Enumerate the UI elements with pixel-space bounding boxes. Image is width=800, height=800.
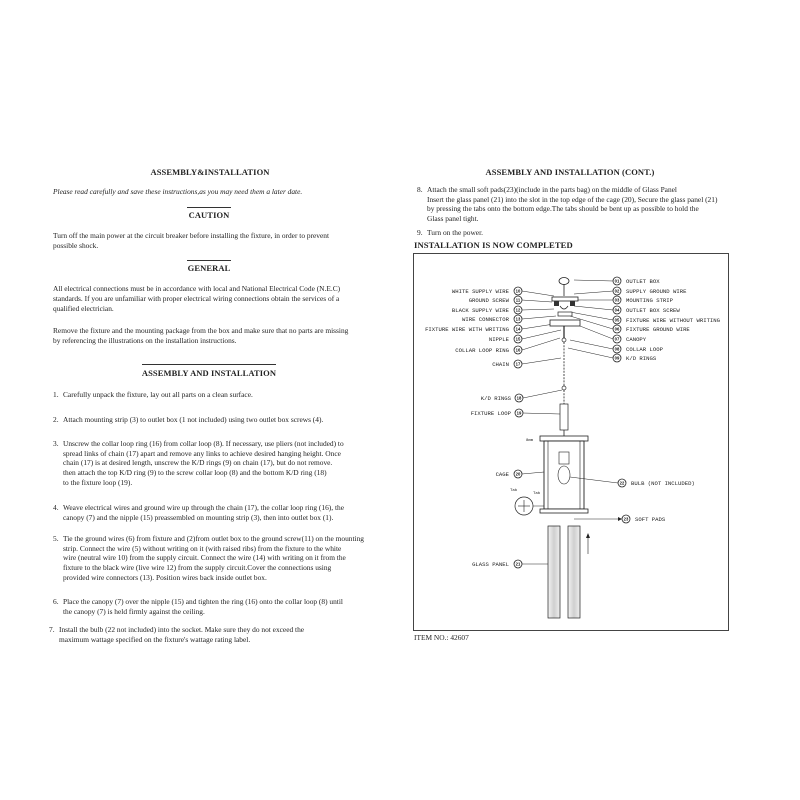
label-text: FIXTURE LOOP <box>470 410 511 417</box>
label-text: SUPPLY GROUND WIRE <box>626 288 687 295</box>
leader-line <box>568 348 613 358</box>
step-number: 9. <box>417 228 423 237</box>
label-mounting-strip <box>576 296 674 304</box>
step-text: Install the bulb (22 not included) into the socket. Make sure they do not exceed the <box>59 625 305 634</box>
outlet-screw-shape <box>570 301 575 306</box>
general-rule <box>187 260 231 261</box>
step-text: then attach the top K/D ring (9) to the screw collar loop (8) and the bottom K/D ring (18) <box>63 468 327 478</box>
leader-line <box>522 316 556 319</box>
general-line-1a: All electrical connections must be in accordance with local and National Electrical Code (N.E.C) <box>53 284 341 293</box>
caution-title: CAUTION <box>188 210 230 220</box>
step-text: Carefully unpack the fixture, lay out all parts on a clean surface. <box>63 390 253 399</box>
label-text: FIXTURE GROUND WIRE <box>626 326 690 333</box>
glass-panel-left <box>548 526 560 618</box>
step-number: 6. <box>53 597 59 606</box>
caution-line-1: Turn off the main power at the circuit breaker before installing the fixture, in order to prevent <box>53 231 330 240</box>
label-text: WHITE SUPPLY WIRE <box>451 288 509 295</box>
ceiling-hardware <box>550 278 580 343</box>
step-3 <box>53 439 344 488</box>
leader-line <box>522 309 554 310</box>
leader-line <box>522 358 561 364</box>
callout-number: 20 <box>515 471 521 477</box>
arrow-head <box>586 533 590 538</box>
fixture-loop-shape <box>560 404 568 430</box>
label-outlet-box <box>574 277 660 285</box>
step-text: by pressing the tabs onto the bottom edge.The tabs should be bent up as possible to hold the <box>427 204 699 214</box>
callout-number: 15 <box>515 336 521 342</box>
step-2 <box>53 415 323 425</box>
leader-line <box>570 312 613 320</box>
callout-number: 01 <box>614 278 620 284</box>
step-text: Attach mounting strip (3) to outlet box (1 not included) using two outlet box screws (4). <box>63 415 324 424</box>
label-black-supply-wire <box>452 306 554 314</box>
left-title: ASSEMBLY&INSTALLATION <box>150 167 270 177</box>
step-text: wire (neutral wire 10) from the supply circuit. Connect the wire (14) with writing on it from the <box>63 553 346 563</box>
step-text: maximum wattage specified on the fixture's wattage rating label. <box>59 634 251 644</box>
label-text: GROUND SCREW <box>468 297 509 304</box>
canopy-shape <box>550 320 580 326</box>
dim-label: 8mm <box>526 439 534 443</box>
leader-line <box>522 330 561 339</box>
step-number: 1. <box>53 390 59 399</box>
general-line-2b: by referencing the illustrations on the installation instructions. <box>53 336 237 345</box>
step-text: provided wire connectors (13). Position wires back inside outlet box. <box>63 572 267 582</box>
step-text: Weave electrical wires and ground wire up through the chain (17), the collar loop ring (16), the <box>63 503 344 512</box>
diagram-svg <box>414 254 728 630</box>
label-text: K/D RINGS <box>480 395 511 402</box>
tab-label: Tab <box>510 489 518 493</box>
label-text: WIRE CONNECTOR <box>462 316 509 323</box>
callout-number: 09 <box>614 355 620 361</box>
general-line-2a: Remove the fixture and the mounting package from the box and make sure that no parts are missing <box>53 326 349 335</box>
label-text: BULB (NOT INCLUDED) <box>631 480 695 487</box>
leader-line <box>570 340 613 349</box>
label-fixture-loop <box>471 409 560 417</box>
collar-loop-shape <box>562 338 566 342</box>
step-1 <box>53 390 253 400</box>
step-text: Place the canopy (7) over the nipple (15) and tighten the ring (16) onto the collar loop (8) until <box>63 597 343 606</box>
label-white-supply-wire <box>452 287 554 296</box>
label-supply-ground-wire <box>574 287 687 295</box>
step-text: chain (17) is at desired length, unscrew the K/D rings (9) on chain (17), but do not remove. <box>63 458 333 468</box>
callout-number: 06 <box>614 326 620 332</box>
step-text: spread links of chain (17) apart and remove any links to achieve desired hanging height. Once <box>63 448 341 458</box>
step-text: Attach the small soft pads(23)(include in the parts bag) on the middle of Glass Panel <box>427 185 677 194</box>
label-kd-rings-bottom <box>481 390 562 402</box>
label-ground-screw <box>469 296 552 304</box>
callout-number: 11 <box>515 297 521 303</box>
step-7 <box>49 625 304 644</box>
callout-number: 12 <box>515 307 521 313</box>
leader-line <box>522 472 544 474</box>
label-text: CANOPY <box>626 336 647 343</box>
intro-text: Please read carefully and save these instructions,as you may need them a later date. <box>53 187 303 196</box>
label-text: FIXTURE WIRE WITH WRITING <box>425 326 509 333</box>
leader-line <box>522 324 554 329</box>
step-text: canopy (7) and the nipple (15) preassembled on mounting strip (3), then into outlet box (1). <box>63 512 334 522</box>
step-number: 7. <box>49 625 55 634</box>
label-soft-pads <box>574 515 666 523</box>
lantern-bottom <box>540 509 588 513</box>
label-text: COLLAR LOOP <box>626 346 663 353</box>
outlet-box-shape <box>559 278 569 285</box>
label-text: OUTLET BOX SCREW <box>626 307 680 314</box>
mounting-strip-shape <box>552 297 578 301</box>
general-line-1c: qualified electrician. <box>53 304 114 313</box>
callout-number: 16 <box>515 347 521 353</box>
lantern-top <box>540 436 588 441</box>
label-chain <box>492 358 561 368</box>
label-text: MOUNTING STRIP <box>626 297 673 304</box>
right-title: ASSEMBLY AND INSTALLATION (CONT.) <box>485 167 655 177</box>
step-8 <box>417 185 717 224</box>
step-number: 5. <box>53 534 59 543</box>
item-number: ITEM NO.: 42607 <box>414 633 469 642</box>
callout-number: 13 <box>515 316 521 322</box>
arrow-head <box>618 517 622 521</box>
leader-line <box>522 338 560 350</box>
general-line-1b: standards. If you are unfamiliar with proper electrical wiring connections obtain the services of a <box>53 294 340 303</box>
callout-number: 08 <box>614 346 620 352</box>
leader-line <box>522 291 554 296</box>
leader-line <box>522 300 552 302</box>
connector-shape <box>558 312 572 316</box>
tab-label: Tab <box>533 492 541 496</box>
step-number: 8. <box>417 185 423 194</box>
completed-heading: INSTALLATION IS NOW COMPLETED <box>414 240 573 250</box>
label-text: SOFT PADS <box>635 516 666 523</box>
leader-line <box>523 390 562 398</box>
callout-number: 18 <box>516 395 522 401</box>
callout-number: 21 <box>515 561 521 567</box>
left-labels <box>425 287 561 368</box>
general-title: GENERAL <box>187 263 231 273</box>
lantern <box>526 436 588 513</box>
assembly-rule <box>142 364 276 365</box>
label-fixture-wire-with-writing <box>425 324 554 333</box>
kd-ring-shape <box>562 386 566 390</box>
wires-shape <box>560 306 568 309</box>
step-number: 3. <box>53 439 59 448</box>
label-text: CAGE <box>495 471 509 478</box>
label-glass-panel <box>472 560 548 568</box>
callout-number: 05 <box>614 317 620 323</box>
step-number: 2. <box>53 415 59 424</box>
step-text: to the fixture loop (19). <box>63 477 133 487</box>
callout-number: 17 <box>515 361 521 367</box>
callout-number: 04 <box>614 307 620 313</box>
chain <box>560 342 568 436</box>
label-text: GLASS PANEL <box>472 561 509 568</box>
label-text: K/D RINGS <box>626 355 657 362</box>
label-wire-connector <box>462 315 556 323</box>
label-text: FIXTURE WIRE WITHOUT WRITING <box>626 317 720 324</box>
label-text: OUTLET BOX <box>626 278 660 285</box>
right-labels <box>568 277 721 362</box>
step-6 <box>53 597 343 616</box>
glass-panel-right <box>568 526 580 618</box>
step-9 <box>417 228 483 238</box>
leader-line <box>523 413 560 414</box>
label-outlet-box-screw <box>574 306 680 314</box>
callout-number: 10 <box>515 288 521 294</box>
bulb-shape <box>558 466 570 484</box>
assembly-title: ASSEMBLY AND INSTALLATION <box>141 368 277 378</box>
callout-number: 03 <box>614 297 620 303</box>
step-text: Insert the glass panel (21) into the slot in the top edge of the cage (20), Secure the glass panel (21) <box>427 194 718 204</box>
label-text: CHAIN <box>492 361 509 368</box>
label-bulb <box>570 477 695 487</box>
leader-line <box>580 326 613 339</box>
label-cage <box>496 470 544 478</box>
leader-line <box>574 280 613 281</box>
caution-rule <box>187 207 231 208</box>
step-text: Glass panel tight. <box>427 214 479 224</box>
label-text: NIPPLE <box>488 336 509 343</box>
installation-diagram <box>413 253 729 631</box>
leader-line <box>574 291 613 294</box>
tab-detail <box>510 488 544 515</box>
callout-number: 19 <box>516 410 522 416</box>
callout-number: 23 <box>623 516 629 522</box>
step-text: strip. Connect the wire (5) without writing on it (with raised ribs) from the fixture to the white <box>63 543 342 553</box>
callout-number: 07 <box>614 336 620 342</box>
callout-number: 02 <box>614 288 620 294</box>
caution-line-2: possible shock. <box>53 241 99 250</box>
step-4 <box>53 503 344 522</box>
glass-panels <box>548 526 590 618</box>
socket-shape <box>559 452 569 464</box>
step-5 <box>53 534 364 583</box>
label-text: BLACK SUPPLY WIRE <box>451 307 509 314</box>
step-text: Tie the ground wires (6) from fixture and (2)from outlet box to the ground screw(11) on the mounting <box>63 534 364 543</box>
step-text: Turn on the power. <box>427 228 483 237</box>
callout-number: 22 <box>619 480 625 486</box>
step-number: 4. <box>53 503 59 512</box>
step-text: fixture to the black wire (live wire 12) from the supply circuit.Cover the connections using <box>63 563 332 573</box>
step-text: Unscrew the collar loop ring (16) from collar loop (8). If necessary, use pliers (not included) to <box>63 439 344 448</box>
leader-line <box>574 306 613 310</box>
ground-screw-shape <box>554 301 559 306</box>
step-text: the canopy (7) is held firmly against the ceiling. <box>63 606 205 616</box>
label-text: COLLAR LOOP RING <box>455 347 509 354</box>
callout-number: 14 <box>515 326 521 332</box>
